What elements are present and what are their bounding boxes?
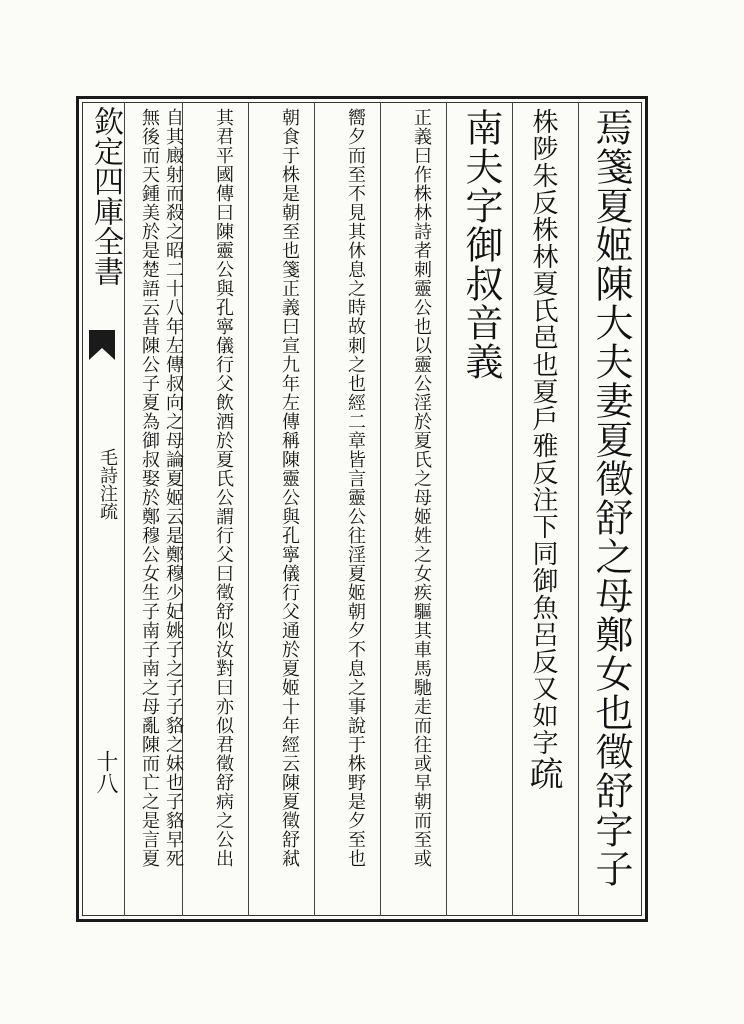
spine-title: 欽定四庫全書 — [88, 106, 123, 286]
column-rule — [314, 102, 315, 916]
column-rule — [446, 102, 447, 916]
text-column-9: 無後而天鍾美於是楚語云昔陳公子夏為御叔娶於鄭穆公女生子南子南之母亂陳而亡之是言夏 — [139, 108, 160, 868]
shu-marker: 疏 — [523, 756, 563, 791]
text-column-2 — [523, 108, 563, 908]
text-column-3: 南夫字御叔音義 — [459, 108, 503, 381]
text-column-1: 焉箋夏姬陳大夫妻夏徵舒之母鄭女也徵舒字子 — [589, 108, 633, 888]
spine-page-number: 十八 — [93, 750, 118, 794]
column-rule — [578, 102, 579, 916]
text-column-7: 其君平國傳曰陳靈公與孔寧儀行父飲酒於夏氏公謂行父曰徵舒似汝對曰亦似君徵舒病之公出 — [213, 108, 234, 868]
annotation-text: 株陟朱反株林夏氏邑也夏戶雅反注下同御魚呂反又如字 — [528, 108, 558, 756]
text-column-4: 正義曰作株林詩者刺靈公也以靈公淫於夏氏之母姬姓之女疾驅其車馬馳走而往或早朝而至或 — [411, 108, 432, 868]
column-rule — [380, 102, 381, 916]
spine-book-title: 毛詩注疏 — [97, 448, 118, 520]
column-rule — [124, 102, 125, 916]
text-column-5: 嚮夕而至不見其休息之時故刺之也經二章皆言靈公往淫夏姬朝夕不息之事說于株野是夕至也 — [345, 108, 366, 868]
text-column-8: 自其廄射而殺之昭二十八年左傳叔向之母論夏姬云是鄭穆少妃姚子之子子貉之妹也子貉早死 — [163, 108, 184, 868]
column-rule — [512, 102, 513, 916]
text-column-6: 朝食于株是朝至也箋正義曰宣九年左傳稱陳靈公與孔寧儀行父通於夏姬十年經云陳夏徵舒弒 — [279, 108, 300, 868]
column-rule — [248, 102, 249, 916]
